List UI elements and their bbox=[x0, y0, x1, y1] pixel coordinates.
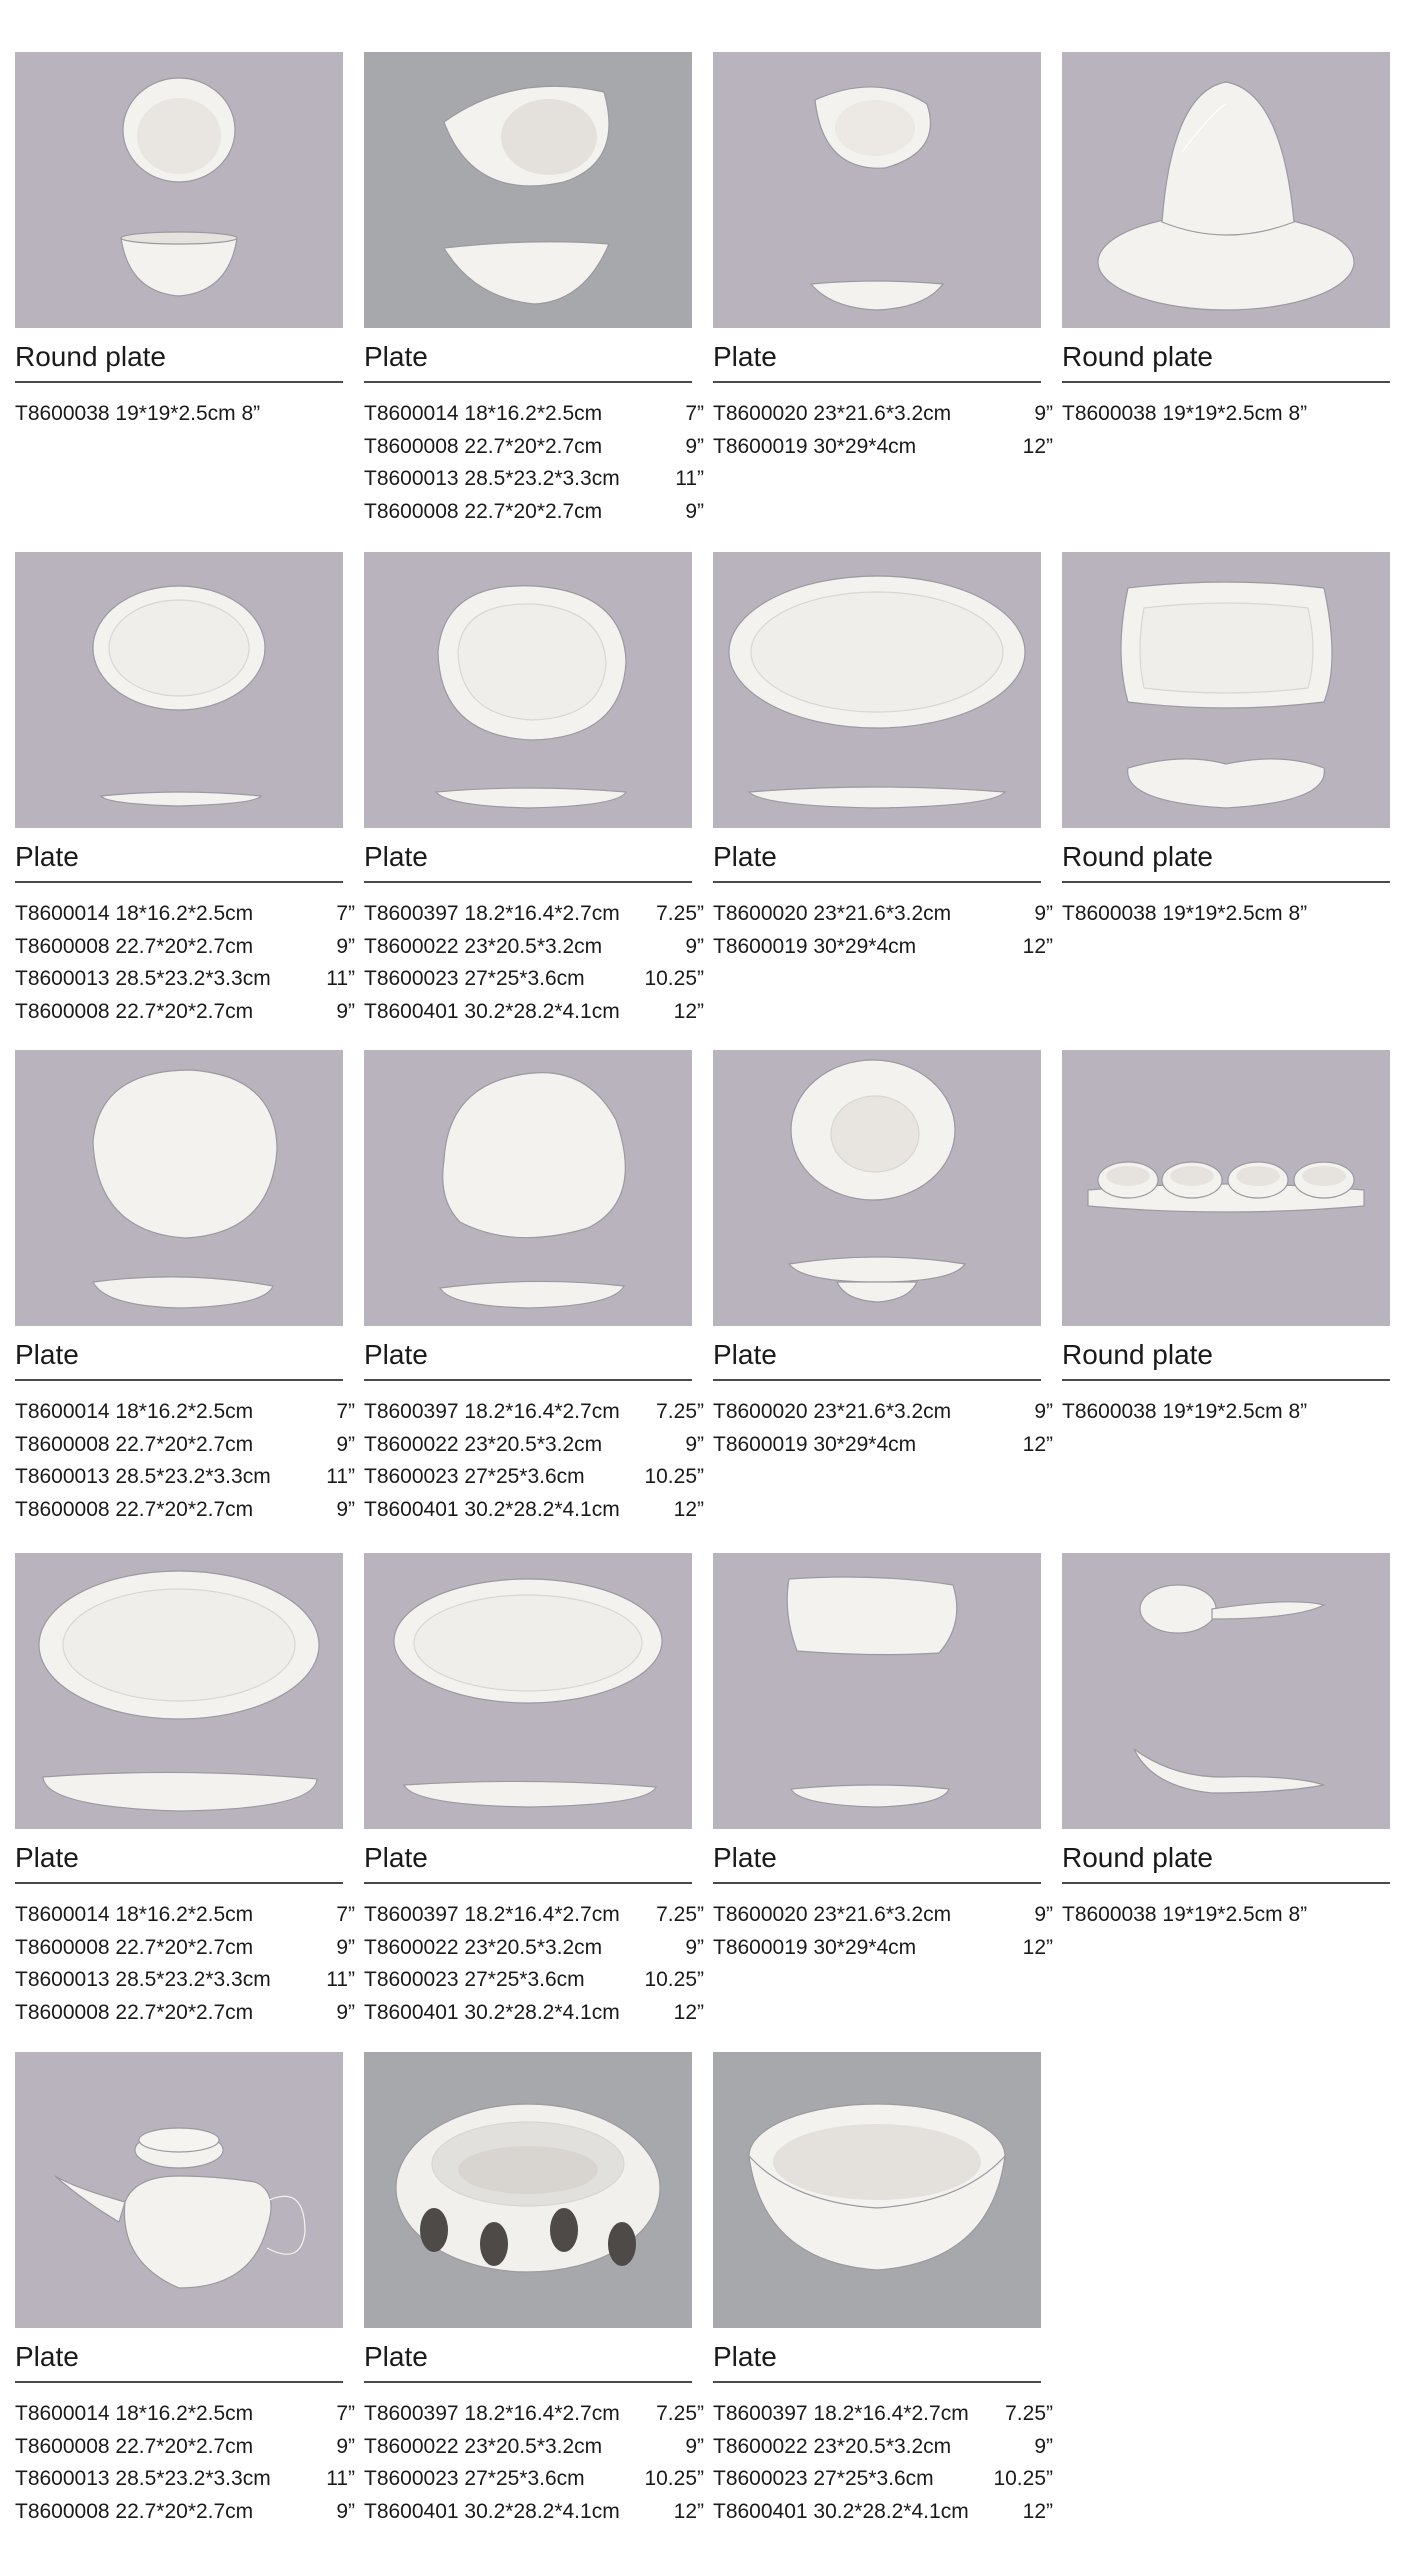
spec-inch-size: 9” bbox=[336, 2000, 355, 2024]
spec-line bbox=[713, 1899, 1053, 1932]
title-divider bbox=[364, 1882, 692, 1884]
spec-inch-size: 12” bbox=[1022, 1935, 1053, 1959]
product-title: Plate bbox=[364, 341, 428, 372]
spec-inch-size: 10.25” bbox=[993, 2467, 1053, 2490]
spec-code: T8600020 23*21.6*3.2cm bbox=[713, 1400, 952, 1423]
title-divider bbox=[364, 1379, 692, 1381]
title-divider bbox=[1062, 881, 1390, 883]
product-title: Plate bbox=[713, 1842, 777, 1873]
spec-line bbox=[364, 1396, 704, 1429]
title-divider bbox=[15, 1379, 343, 1381]
spec-inch-size: 7.25” bbox=[656, 1400, 704, 1423]
spec-code: T8600023 27*25*3.6cm bbox=[713, 2467, 934, 2490]
spec-code: T8600013 28.5*23.2*3.3cm bbox=[15, 1968, 271, 1991]
spec-line bbox=[713, 1396, 1053, 1429]
spec-code: T8600014 18*16.2*2.5cm bbox=[15, 1400, 254, 1423]
spec-code: T8600008 22.7*20*2.7cm bbox=[15, 1935, 254, 1959]
spec-line bbox=[15, 2398, 355, 2431]
spec-list bbox=[713, 898, 1053, 963]
spec-code: T8600008 22.7*20*2.7cm bbox=[15, 1432, 254, 1456]
product-photo bbox=[713, 2052, 1041, 2328]
spec-inch-size: 12” bbox=[673, 2499, 704, 2523]
title-divider bbox=[15, 881, 343, 883]
product-photo bbox=[15, 1553, 343, 1829]
spec-inch-size: 7.25” bbox=[656, 1903, 704, 1926]
spec-code: T8600022 23*20.5*3.2cm bbox=[364, 2434, 603, 2458]
title-divider bbox=[15, 2381, 343, 2383]
product-photo bbox=[364, 52, 692, 328]
spec-list bbox=[15, 1396, 355, 1526]
spec-line bbox=[713, 2496, 1053, 2529]
spec-list bbox=[713, 2398, 1053, 2528]
spec-line bbox=[364, 2496, 704, 2529]
spec-list bbox=[15, 2398, 355, 2528]
product-photo bbox=[364, 1050, 692, 1326]
spec-code: T8600038 19*19*2.5cm 8” bbox=[1062, 402, 1308, 425]
spec-list bbox=[713, 398, 1053, 463]
spec-code: T8600014 18*16.2*2.5cm bbox=[15, 1903, 254, 1926]
spec-code: T8600013 28.5*23.2*3.3cm bbox=[15, 967, 271, 990]
spec-code: T8600397 18.2*16.4*2.7cm bbox=[364, 1400, 620, 1423]
product-title: Plate bbox=[713, 841, 777, 872]
spec-code: T8600014 18*16.2*2.5cm bbox=[15, 902, 254, 925]
title-divider bbox=[15, 381, 343, 383]
spec-line bbox=[364, 1494, 704, 1527]
spec-inch-size: 9” bbox=[336, 1935, 355, 1959]
spec-line bbox=[15, 1997, 355, 2030]
spec-code: T8600038 19*19*2.5cm 8” bbox=[1062, 902, 1308, 925]
spec-code: T8600022 23*20.5*3.2cm bbox=[364, 934, 603, 958]
spec-code: T8600397 18.2*16.4*2.7cm bbox=[364, 1903, 620, 1926]
spec-code: T8600008 22.7*20*2.7cm bbox=[364, 499, 603, 523]
product-photo bbox=[364, 1553, 692, 1829]
spec-line bbox=[364, 431, 704, 464]
spec-inch-size: 9” bbox=[1034, 2434, 1053, 2458]
spec-code: T8600008 22.7*20*2.7cm bbox=[15, 2499, 254, 2523]
spec-line bbox=[1062, 1396, 1402, 1429]
product-photo bbox=[15, 52, 343, 328]
spec-inch-size: 9” bbox=[1034, 902, 1053, 925]
spec-list bbox=[364, 1396, 704, 1526]
spec-inch-size: 11” bbox=[326, 1968, 355, 1991]
spec-line bbox=[364, 1997, 704, 2030]
product-photo bbox=[15, 2052, 343, 2328]
spec-inch-size: 12” bbox=[673, 1497, 704, 1521]
spec-line bbox=[15, 1429, 355, 1462]
spec-inch-size: 7.25” bbox=[656, 902, 704, 925]
spec-line bbox=[1062, 1899, 1402, 1932]
spec-inch-size: 9” bbox=[685, 1432, 704, 1456]
spec-inch-size: 9” bbox=[336, 999, 355, 1023]
product-photo bbox=[15, 1050, 343, 1326]
spec-list bbox=[1062, 1396, 1402, 1429]
spec-line bbox=[713, 1932, 1053, 1965]
spec-line bbox=[364, 2398, 704, 2431]
spec-line bbox=[15, 2431, 355, 2464]
spec-line bbox=[364, 1461, 704, 1494]
spec-inch-size: 12” bbox=[673, 999, 704, 1023]
title-divider bbox=[713, 381, 1041, 383]
spec-inch-size: 7” bbox=[336, 1903, 355, 1926]
title-divider bbox=[15, 1882, 343, 1884]
spec-code: T8600401 30.2*28.2*4.1cm bbox=[364, 999, 620, 1023]
product-photo bbox=[1062, 1050, 1390, 1326]
spec-line bbox=[15, 1461, 355, 1494]
product-photo bbox=[713, 1553, 1041, 1829]
spec-line bbox=[15, 931, 355, 964]
spec-code: T8600008 22.7*20*2.7cm bbox=[15, 2000, 254, 2024]
title-divider bbox=[1062, 381, 1390, 383]
title-divider bbox=[364, 881, 692, 883]
spec-list bbox=[364, 898, 704, 1028]
spec-inch-size: 9” bbox=[336, 2434, 355, 2458]
title-divider bbox=[364, 2381, 692, 2383]
spec-inch-size: 9” bbox=[1034, 1400, 1053, 1423]
product-title: Plate bbox=[713, 1339, 777, 1370]
spec-code: T8600019 30*29*4cm bbox=[713, 934, 917, 958]
spec-code: T8600038 19*19*2.5cm 8” bbox=[1062, 1400, 1308, 1423]
spec-inch-size: 10.25” bbox=[644, 1968, 704, 1991]
spec-code: T8600019 30*29*4cm bbox=[713, 434, 917, 458]
spec-code: T8600008 22.7*20*2.7cm bbox=[364, 434, 603, 458]
spec-line bbox=[364, 1899, 704, 1932]
spec-inch-size: 9” bbox=[336, 1432, 355, 1456]
product-title: Plate bbox=[15, 2341, 79, 2372]
spec-inch-size: 12” bbox=[1022, 1432, 1053, 1456]
spec-code: T8600019 30*29*4cm bbox=[713, 1432, 917, 1456]
spec-inch-size: 9” bbox=[685, 2434, 704, 2458]
spec-list bbox=[15, 1899, 355, 2029]
spec-code: T8600023 27*25*3.6cm bbox=[364, 1465, 585, 1488]
spec-code: T8600013 28.5*23.2*3.3cm bbox=[15, 2467, 271, 2490]
spec-line bbox=[15, 2496, 355, 2529]
spec-list bbox=[364, 2398, 704, 2528]
spec-list bbox=[364, 398, 704, 528]
spec-inch-size: 9” bbox=[1034, 402, 1053, 425]
spec-code: T8600019 30*29*4cm bbox=[713, 1935, 917, 1959]
spec-line bbox=[364, 398, 704, 431]
spec-line bbox=[15, 1494, 355, 1527]
title-divider bbox=[713, 1379, 1041, 1381]
spec-code: T8600014 18*16.2*2.5cm bbox=[15, 2402, 254, 2425]
product-photo bbox=[713, 552, 1041, 828]
product-title: Plate bbox=[15, 1339, 79, 1370]
spec-inch-size: 12” bbox=[1022, 2499, 1053, 2523]
spec-line bbox=[15, 1964, 355, 1997]
title-divider bbox=[1062, 1882, 1390, 1884]
spec-inch-size: 11” bbox=[326, 2467, 355, 2490]
spec-code: T8600020 23*21.6*3.2cm bbox=[713, 902, 952, 925]
spec-list bbox=[15, 398, 355, 431]
spec-inch-size: 10.25” bbox=[644, 1465, 704, 1488]
spec-code: T8600038 19*19*2.5cm 8” bbox=[15, 402, 261, 425]
title-divider bbox=[713, 1882, 1041, 1884]
spec-inch-size: 11” bbox=[326, 1465, 355, 1488]
spec-code: T8600023 27*25*3.6cm bbox=[364, 2467, 585, 2490]
product-title: Plate bbox=[15, 841, 79, 872]
spec-line bbox=[364, 963, 704, 996]
spec-inch-size: 9” bbox=[1034, 1903, 1053, 1926]
spec-inch-size: 9” bbox=[336, 2499, 355, 2523]
spec-code: T8600013 28.5*23.2*3.3cm bbox=[364, 467, 620, 490]
spec-line bbox=[364, 1429, 704, 1462]
spec-line bbox=[713, 2463, 1053, 2496]
product-photo bbox=[1062, 552, 1390, 828]
spec-inch-size: 7” bbox=[685, 402, 704, 425]
spec-list bbox=[1062, 898, 1402, 931]
spec-inch-size: 9” bbox=[685, 499, 704, 523]
spec-line bbox=[364, 2431, 704, 2464]
spec-line bbox=[713, 431, 1053, 464]
spec-inch-size: 12” bbox=[673, 2000, 704, 2024]
product-photo bbox=[1062, 1553, 1390, 1829]
product-title: Plate bbox=[713, 2341, 777, 2372]
spec-line bbox=[713, 2431, 1053, 2464]
spec-list bbox=[1062, 1899, 1402, 1932]
spec-list bbox=[713, 1396, 1053, 1461]
spec-code: T8600023 27*25*3.6cm bbox=[364, 967, 585, 990]
spec-code: T8600013 28.5*23.2*3.3cm bbox=[15, 1465, 271, 1488]
title-divider bbox=[713, 881, 1041, 883]
product-title: Round plate bbox=[1062, 341, 1214, 372]
spec-line bbox=[15, 1396, 355, 1429]
spec-line bbox=[713, 898, 1053, 931]
spec-line bbox=[713, 2398, 1053, 2431]
spec-code: T8600020 23*21.6*3.2cm bbox=[713, 402, 952, 425]
spec-inch-size: 9” bbox=[685, 434, 704, 458]
spec-list bbox=[713, 1899, 1053, 1964]
product-photo bbox=[713, 1050, 1041, 1326]
spec-line bbox=[15, 898, 355, 931]
product-title: Round plate bbox=[1062, 1842, 1214, 1873]
spec-line bbox=[364, 463, 704, 496]
spec-line bbox=[15, 1932, 355, 1965]
spec-code: T8600397 18.2*16.4*2.7cm bbox=[364, 902, 620, 925]
spec-line bbox=[713, 931, 1053, 964]
spec-code: T8600008 22.7*20*2.7cm bbox=[15, 934, 254, 958]
spec-line bbox=[364, 496, 704, 529]
spec-code: T8600014 18*16.2*2.5cm bbox=[364, 402, 603, 425]
product-title: Plate bbox=[364, 841, 428, 872]
spec-inch-size: 7” bbox=[336, 902, 355, 925]
spec-inch-size: 7” bbox=[336, 1400, 355, 1423]
title-divider bbox=[364, 381, 692, 383]
spec-line bbox=[364, 898, 704, 931]
spec-code: T8600401 30.2*28.2*4.1cm bbox=[713, 2499, 969, 2523]
product-title: Plate bbox=[364, 2341, 428, 2372]
spec-line bbox=[15, 398, 355, 431]
spec-inch-size: 11” bbox=[675, 467, 704, 490]
spec-line bbox=[713, 1429, 1053, 1462]
spec-code: T8600401 30.2*28.2*4.1cm bbox=[364, 2000, 620, 2024]
spec-inch-size: 9” bbox=[336, 1497, 355, 1521]
spec-line bbox=[364, 1964, 704, 1997]
spec-code: T8600397 18.2*16.4*2.7cm bbox=[364, 2402, 620, 2425]
spec-code: T8600022 23*20.5*3.2cm bbox=[364, 1432, 603, 1456]
spec-line bbox=[713, 398, 1053, 431]
spec-line bbox=[364, 1932, 704, 1965]
product-photo bbox=[364, 2052, 692, 2328]
spec-line bbox=[15, 996, 355, 1029]
spec-inch-size: 10.25” bbox=[644, 2467, 704, 2490]
spec-code: T8600023 27*25*3.6cm bbox=[364, 1968, 585, 1991]
spec-inch-size: 7.25” bbox=[1005, 2402, 1053, 2425]
product-title: Plate bbox=[713, 341, 777, 372]
product-title: Plate bbox=[364, 1842, 428, 1873]
spec-inch-size: 9” bbox=[685, 1935, 704, 1959]
spec-code: T8600020 23*21.6*3.2cm bbox=[713, 1903, 952, 1926]
product-title: Plate bbox=[15, 1842, 79, 1873]
spec-code: T8600401 30.2*28.2*4.1cm bbox=[364, 1497, 620, 1521]
spec-list bbox=[364, 1899, 704, 2029]
product-photo bbox=[15, 552, 343, 828]
product-photo bbox=[1062, 52, 1390, 328]
product-title: Plate bbox=[364, 1339, 428, 1370]
product-title: Round plate bbox=[1062, 1339, 1214, 1370]
spec-inch-size: 9” bbox=[336, 934, 355, 958]
product-photo bbox=[364, 552, 692, 828]
spec-code: T8600401 30.2*28.2*4.1cm bbox=[364, 2499, 620, 2523]
spec-code: T8600022 23*20.5*3.2cm bbox=[713, 2434, 952, 2458]
spec-line bbox=[1062, 898, 1402, 931]
spec-inch-size: 9” bbox=[685, 934, 704, 958]
spec-line bbox=[364, 931, 704, 964]
spec-code: T8600008 22.7*20*2.7cm bbox=[15, 1497, 254, 1521]
spec-code: T8600397 18.2*16.4*2.7cm bbox=[713, 2402, 969, 2425]
spec-inch-size: 12” bbox=[1022, 934, 1053, 958]
spec-line bbox=[364, 996, 704, 1029]
title-divider bbox=[713, 2381, 1041, 2383]
spec-code: T8600038 19*19*2.5cm 8” bbox=[1062, 1903, 1308, 1926]
spec-code: T8600022 23*20.5*3.2cm bbox=[364, 1935, 603, 1959]
spec-line bbox=[364, 2463, 704, 2496]
product-photo bbox=[713, 52, 1041, 328]
spec-code: T8600008 22.7*20*2.7cm bbox=[15, 2434, 254, 2458]
spec-line bbox=[15, 1899, 355, 1932]
spec-line bbox=[1062, 398, 1402, 431]
spec-list bbox=[15, 898, 355, 1028]
spec-inch-size: 7” bbox=[336, 2402, 355, 2425]
spec-line bbox=[15, 2463, 355, 2496]
product-title: Round plate bbox=[1062, 841, 1214, 872]
spec-line bbox=[15, 963, 355, 996]
product-title: Round plate bbox=[15, 341, 167, 372]
spec-code: T8600008 22.7*20*2.7cm bbox=[15, 999, 254, 1023]
spec-inch-size: 10.25” bbox=[644, 967, 704, 990]
spec-inch-size: 11” bbox=[326, 967, 355, 990]
spec-inch-size: 12” bbox=[1022, 434, 1053, 458]
title-divider bbox=[1062, 1379, 1390, 1381]
spec-list bbox=[1062, 398, 1402, 431]
spec-inch-size: 7.25” bbox=[656, 2402, 704, 2425]
